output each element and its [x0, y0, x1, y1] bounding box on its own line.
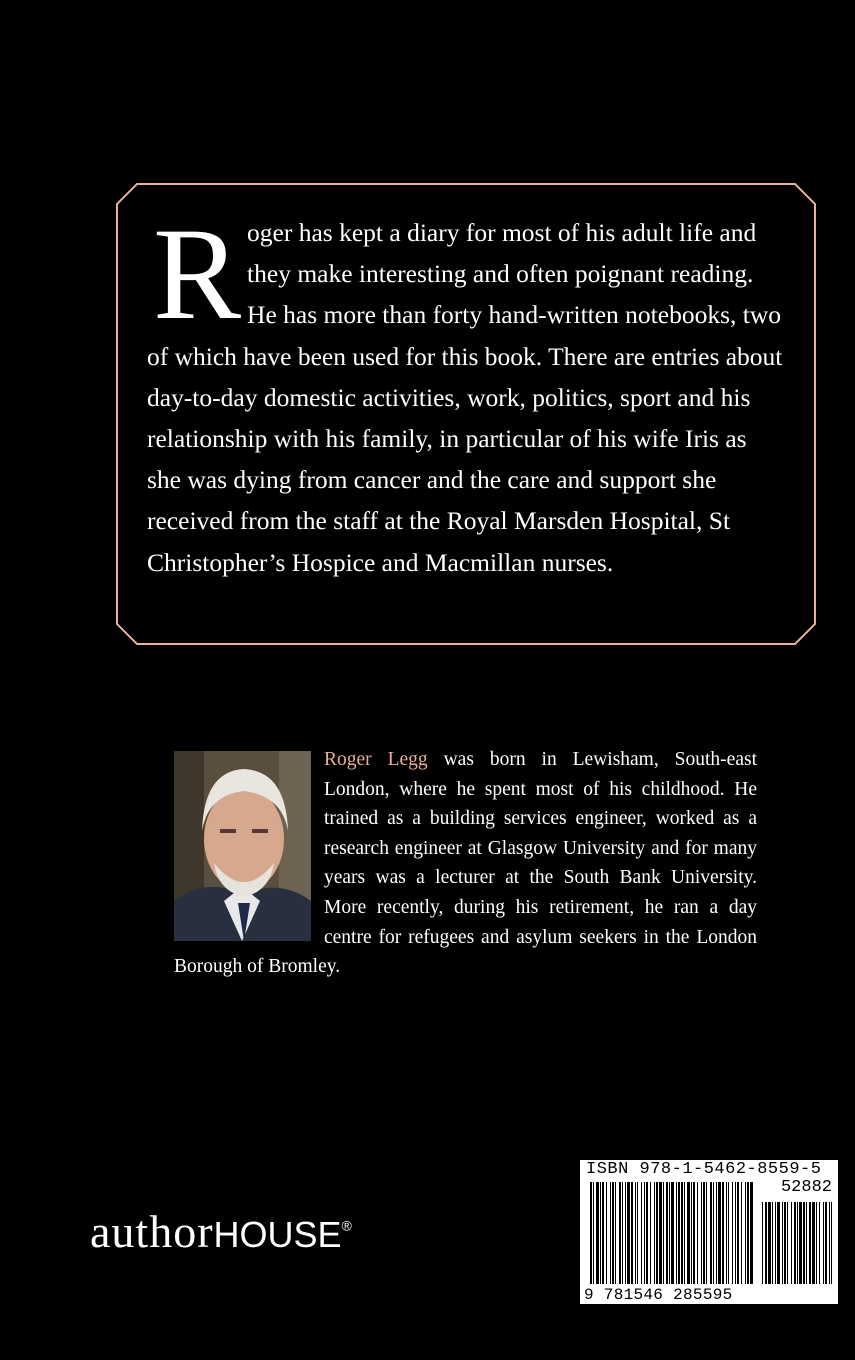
barcode-bar [590, 1182, 592, 1284]
barcode-bar [803, 1202, 805, 1284]
barcode-bar [722, 1182, 724, 1284]
barcode-bar [678, 1182, 680, 1284]
barcode-bar [784, 1202, 786, 1284]
barcode-bar [806, 1202, 807, 1284]
barcode-bar [644, 1182, 645, 1284]
barcode-bar [819, 1202, 820, 1284]
barcode-bar [619, 1182, 621, 1284]
barcode-bar [701, 1182, 702, 1284]
barcode-bar [650, 1182, 651, 1284]
barcode-bar [747, 1182, 749, 1284]
barcode-bar [732, 1182, 733, 1284]
barcode-bar [691, 1182, 692, 1284]
barcode-bar [741, 1182, 742, 1284]
isbn-barcode [580, 1160, 838, 1304]
barcode-bar [825, 1202, 827, 1284]
barcode-bar [728, 1182, 729, 1284]
price-code: 52882 [780, 1178, 832, 1197]
barcode-bar [687, 1182, 690, 1284]
barcode-bar [637, 1182, 638, 1284]
barcode-bar [797, 1202, 798, 1284]
barcode-bar [794, 1202, 796, 1284]
barcode-bar [787, 1202, 788, 1284]
barcode-bar [782, 1202, 783, 1284]
barcode-bar [635, 1182, 636, 1284]
barcode-bar [615, 1182, 616, 1284]
barcode-bar [809, 1202, 811, 1284]
blurb-paragraph [147, 200, 785, 583]
isbn-digits: 9 781546 285595 [584, 1286, 733, 1304]
barcode-bar [716, 1182, 717, 1284]
barcode-bar [659, 1182, 662, 1284]
barcode-bar [697, 1182, 698, 1284]
barcode-bar [768, 1202, 771, 1284]
barcode-bar [602, 1182, 604, 1284]
barcode-bar [627, 1182, 630, 1284]
barcode-bar [666, 1182, 668, 1284]
barcode-bar [713, 1182, 714, 1284]
publisher-logo [90, 1205, 353, 1258]
barcode-bar [762, 1202, 763, 1284]
barcode-bar [799, 1202, 802, 1284]
blurb-body: oger has kept a diary for most of his adult life and they make interesting and often poignant reading. He has more than forty hand-written notebooks, two of which have been used for this book. There are entries about day-to-day domestic activities, work, politics, sport and his relationship with his family, in particular of his wife Iris as she was dying from cancer and the care and support she received from the staff at the Royal Marsden Hospital, St Christopher’s Hospice and Macmillan nurses. [147, 218, 783, 577]
barcode-bar [631, 1182, 633, 1284]
barcode-bar [671, 1182, 674, 1284]
barcode-bar [596, 1182, 599, 1284]
barcode-bar [765, 1202, 767, 1284]
barcode-bar [625, 1182, 626, 1284]
barcode-bar [654, 1182, 655, 1284]
barcode-bar [600, 1182, 601, 1284]
barcode-bar [735, 1182, 736, 1284]
barcode-bar [831, 1202, 832, 1284]
author-name: Roger Legg [324, 749, 428, 770]
barcode-bar [706, 1182, 707, 1284]
barcode-bar [718, 1182, 721, 1284]
barcode-bar [777, 1202, 780, 1284]
barcode-bar [775, 1202, 776, 1284]
barcode-bar [703, 1182, 705, 1284]
barcode-bar [823, 1202, 824, 1284]
publisher-upper: HOUSE [213, 1214, 342, 1255]
barcode-bar [726, 1182, 727, 1284]
barcode-bar [791, 1202, 792, 1284]
author-bio [174, 745, 757, 982]
barcode-bar [676, 1182, 677, 1284]
barcode-bar [663, 1182, 664, 1284]
barcode-bar [710, 1182, 712, 1284]
registered-mark: ® [341, 1217, 353, 1234]
barcode-bar [606, 1182, 607, 1284]
barcode-bar [684, 1182, 685, 1284]
bio-body: was born in Lewisham, South-east London, where he spent most of his childhood. He trained as a building services engineer, worked as a research engineer at Glasgow University and for many years was a lecturer at the South Bank University. More recently, during his retirement, he ran a day centre for refugees and asylum seekers in the London Borough of Bromley. [174, 749, 757, 978]
barcode-bar [646, 1182, 648, 1284]
barcode-bar [829, 1202, 830, 1284]
barcode-bar [593, 1182, 594, 1284]
barcode-bar [816, 1202, 817, 1284]
barcode-bar [641, 1182, 642, 1284]
barcode-bar [669, 1182, 670, 1284]
isbn-label: ISBN 978-1-5462-8559-5 [586, 1160, 822, 1179]
bio-photo-spacer [174, 745, 324, 945]
blurb-dropcap: R [153, 200, 242, 347]
barcode-bar [812, 1202, 815, 1284]
publisher-lower: author [90, 1206, 214, 1257]
barcode-bar [610, 1182, 611, 1284]
barcode-bar [681, 1182, 683, 1284]
barcode-bar [750, 1182, 753, 1284]
barcode-bar [612, 1182, 614, 1284]
barcode-bar [622, 1182, 623, 1284]
barcode-bar [737, 1182, 739, 1284]
barcode-bar [693, 1182, 695, 1284]
barcode-bar [745, 1182, 746, 1284]
barcode-bar [772, 1202, 773, 1284]
barcode-bar [656, 1182, 658, 1284]
